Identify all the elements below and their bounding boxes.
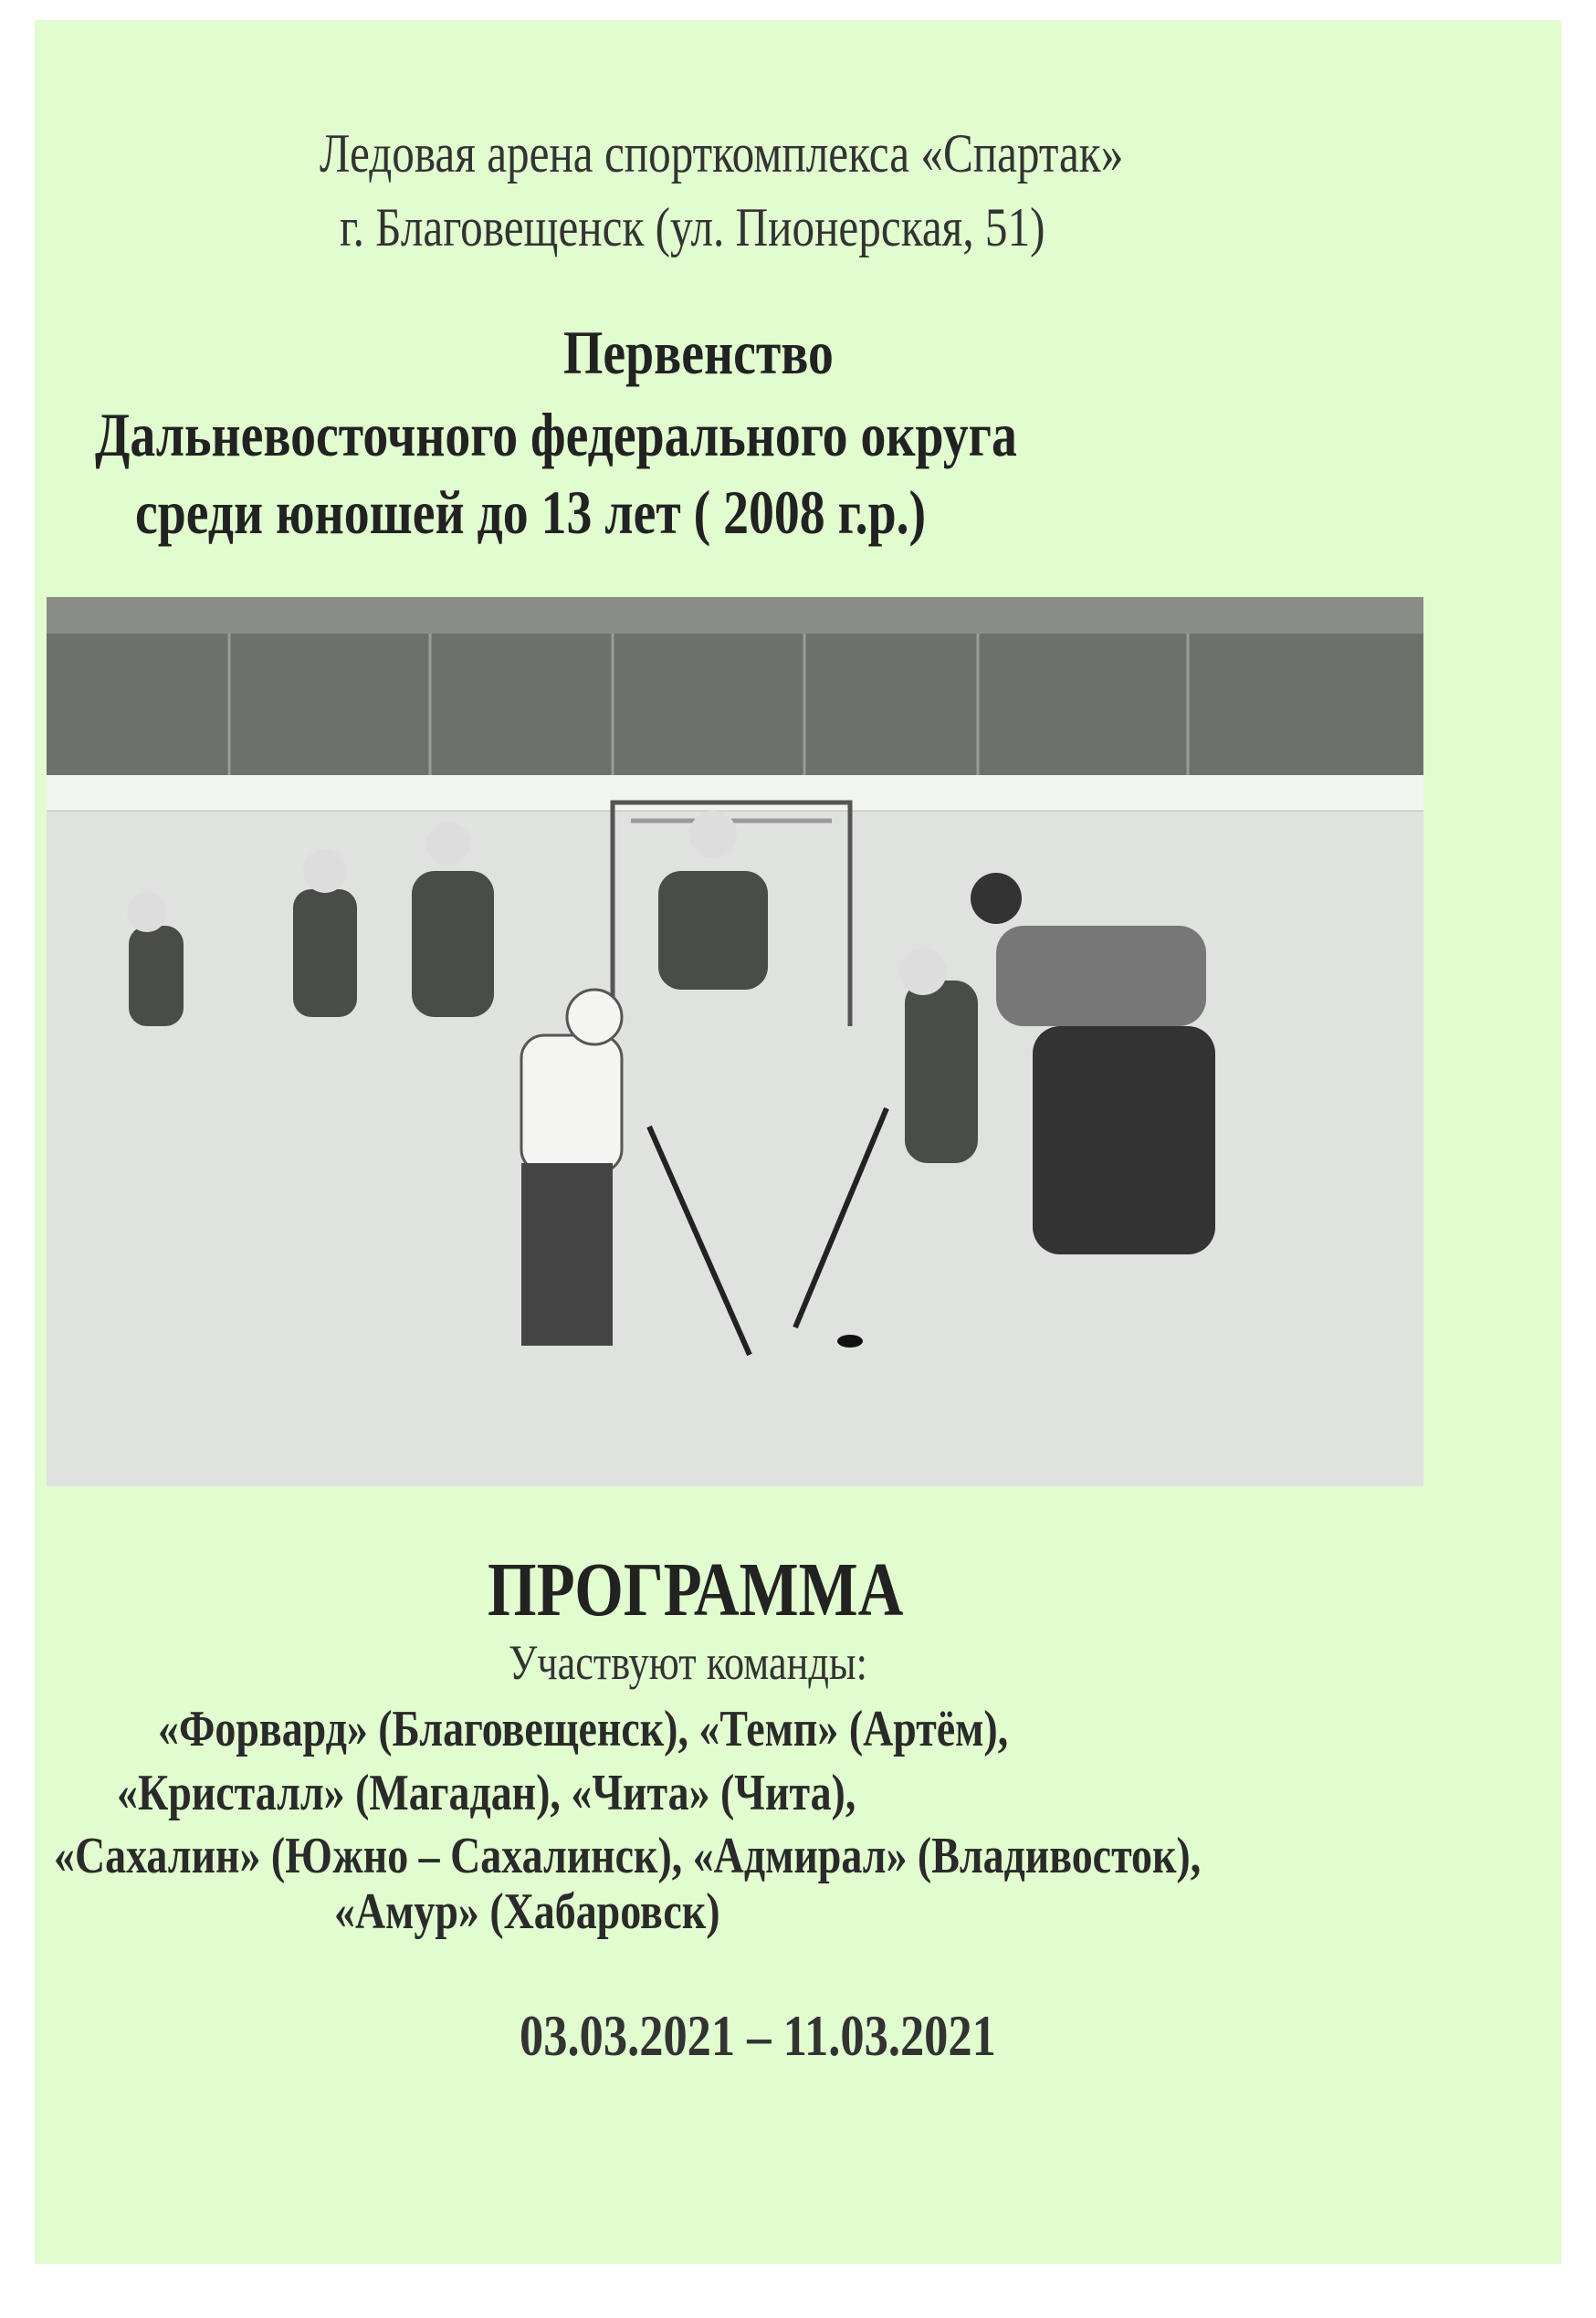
teams-intro: Участвуют команды:	[509, 1635, 867, 1690]
program-heading: ПРОГРАММА	[488, 1547, 904, 1632]
team-line: «Кристалл» (Магадан), «Чита» (Чита),	[117, 1765, 856, 1821]
title-line-1: Первенство	[563, 318, 834, 387]
team-line: «Амур» (Хабаровск)	[334, 1883, 720, 1940]
title-line-2: Дальневосточного федерального округа	[95, 400, 1017, 469]
title-line-3: среди юношей до 13 лет ( 2008 г.р.)	[135, 477, 927, 547]
venue-name: Ледовая арена спорткомплекса «Спартак»	[320, 123, 1124, 184]
team-line: «Сахалин» (Южно – Сахалинск), «Адмирал» (Владивосток),	[54, 1828, 1202, 1884]
team-line: «Форвард» (Благовещенск), «Темп» (Артём),	[158, 1701, 1009, 1757]
hockey-photo	[47, 597, 1423, 1486]
event-dates: 03.03.2021 – 11.03.2021	[520, 2003, 996, 2068]
venue-address: г. Благовещенск (ул. Пионерская, 51)	[340, 197, 1045, 257]
